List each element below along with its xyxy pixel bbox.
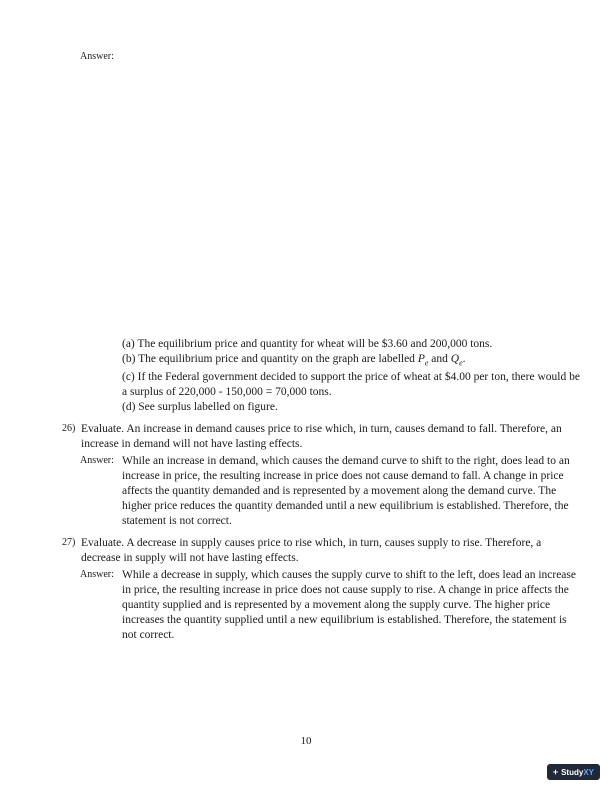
- question-27: [62, 536, 582, 643]
- plus-icon: +: [552, 767, 559, 777]
- question-number: 26): [62, 423, 76, 434]
- answer-label: Answer:: [80, 569, 114, 580]
- answer-label-top: Answer:: [80, 51, 114, 62]
- studyxy-badge[interactable]: [547, 764, 600, 780]
- question-number: 27): [62, 537, 76, 548]
- answer-part-d: (d) See surplus labelled on figure.: [122, 401, 278, 414]
- page-number: 10: [300, 735, 312, 747]
- question-text: Evaluate. A decrease in supply causes price to rise which, in turn, causes supply to rise. Therefore, a decrease in supply will not have lasting effects.: [81, 537, 542, 564]
- answer-part-b: (b) The equilibrium price and quantity on the graph are labelled $P_e$ and $Q_e$.: [122, 353, 466, 368]
- answer-part-c: (c) If the Federal government decided to support the price of wheat at $4.00 per ton, there would be a surplus of 220,000 - 150,000 = 70,000 tons.: [122, 371, 580, 399]
- question-text: Evaluate. An increase in demand causes price to rise which, in turn, causes demand to fall. Therefore, an increase in demand will not have lasting effects.: [81, 423, 562, 450]
- answer-text: While a decrease in supply, which causes the supply curve to shift to the left, does lead an increase in price, the resulting increase in price does not cause supply to rise. A change in price affects the quantity supplied and is represented by a movement along the supply curve. The higher price increases the quantity supplied until a new equilibrium is established. Therefore, the statement is not correct.: [122, 569, 576, 641]
- badge-brand: StudyXY: [561, 767, 594, 777]
- answer-part-a: (a) The equilibrium price and quantity for wheat will be $3.60 and 200,000 tons.: [122, 338, 493, 350]
- answer-text: While an increase in demand, which causes the demand curve to shift to the right, does lead to an increase in price, the resulting increase in price does not cause demand to fall. A change in price affects the quantity demanded and is represented by a movement along the demand curve. The higher price reduces the quantity demanded until a new equilibrium is established. Therefore, the statement is not correct.: [122, 455, 570, 527]
- answer-block: [122, 337, 582, 415]
- answer-label: Answer:: [80, 455, 114, 466]
- question-26: [62, 422, 582, 529]
